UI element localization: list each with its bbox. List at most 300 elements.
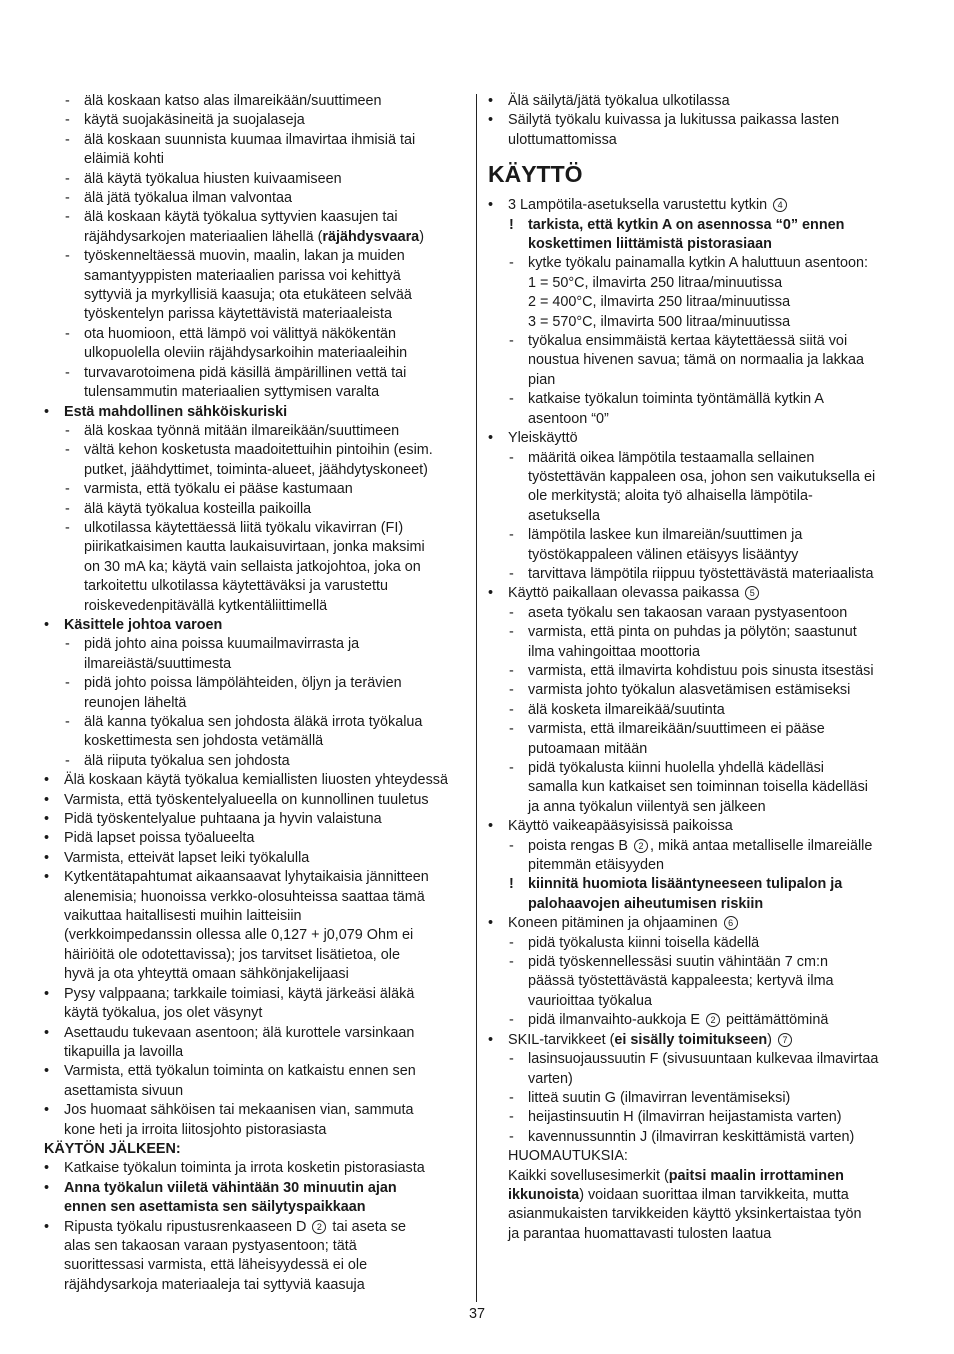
sub-item — [44, 92, 464, 111]
text-run: reunojen läheltä — [84, 694, 187, 711]
text-run: hyvä ja ota yhteyttä omaan sähkönjakelijaasi — [64, 966, 349, 983]
sub-item — [44, 441, 464, 460]
dash-marker: - — [509, 624, 514, 641]
bullet-marker: • — [488, 585, 494, 602]
text-run: syttyviä ja myrkyllisiä kaasuja; ota etukäteen selvää — [84, 287, 412, 304]
text-line — [44, 1237, 464, 1256]
dash-marker: - — [65, 170, 70, 187]
dash-marker: - — [509, 1109, 514, 1126]
bullet-marker: • — [44, 1063, 50, 1080]
text-line — [488, 507, 913, 526]
bullet-marker: • — [44, 1024, 50, 1041]
text-run: turvavarotoimena pidä käsillä ämpärillinen vettä tai — [84, 364, 407, 381]
page-number: 37 — [468, 1306, 485, 1322]
text-line — [488, 235, 913, 254]
text-run: on 30 mA ka; käytä vain sellaista jatkojohtoa, joka on — [84, 558, 421, 575]
sub-item — [44, 247, 464, 266]
bullet-marker: • — [488, 818, 494, 835]
text-line — [44, 597, 464, 616]
bullet-marker: • — [44, 403, 50, 420]
text-run: pidä työskennellessäsi suutin vähintään 7 cm:n — [528, 954, 828, 971]
text-run: pidä ilmanvaihto-aukkoja E — [528, 1012, 704, 1029]
usage-list — [488, 196, 913, 1244]
sub-item — [488, 1128, 913, 1147]
text-run: 3 = 570°C, ilmavirta 500 litraa/minuutissa — [528, 313, 791, 330]
text-line — [488, 778, 913, 797]
text-run: Kaikki sovellusesimerkit ( — [508, 1167, 669, 1184]
text-line — [488, 293, 913, 312]
text-line — [488, 1167, 913, 1186]
bullet-item — [44, 1024, 464, 1043]
sub-item — [44, 208, 464, 227]
text-line — [44, 538, 464, 557]
text-line — [44, 946, 464, 965]
text-run: työkalua ensimmäistä kertaa käytettäessä siitä voi — [528, 333, 848, 350]
text-run: Katkaise työkalun toiminta ja irrota kosketin pistorasiasta — [64, 1160, 425, 1177]
text-run: Varmista, että työskentelyalueella on kunnollinen tuuletus — [64, 791, 429, 808]
sub-item — [488, 332, 913, 351]
dash-marker: - — [509, 934, 514, 951]
text-run: ulkopuolella oleviin räjähdysarkoihin materiaaleihin — [84, 345, 408, 362]
text-line — [488, 798, 913, 817]
bullet-item — [44, 810, 464, 829]
text-run: asentoon “0” — [528, 410, 609, 427]
text-line — [488, 643, 913, 662]
dash-marker: - — [509, 1089, 514, 1106]
sub-item — [44, 752, 464, 771]
dash-marker: - — [509, 604, 514, 621]
sub-item — [44, 131, 464, 150]
text-run: älä koskaan suunnista kuumaa ilmavirtaa ihmisiä tai — [84, 131, 416, 148]
bullet-marker: • — [488, 1031, 494, 1048]
text-line — [44, 1140, 464, 1159]
sub-item — [488, 701, 913, 720]
text-run: Älä koskaan käytä työkalua kemiallisten liuosten yhteydessä — [64, 772, 448, 789]
bullet-marker: • — [44, 811, 50, 828]
text-run: ) voidaan suorittaa ilman tarvikkeita, mutta — [579, 1186, 849, 1203]
sub-item — [488, 604, 913, 623]
text-line — [44, 286, 464, 305]
text-run: Älä säilytä/jätä työkalua ulkotilassa — [508, 93, 730, 109]
bullet-marker: • — [44, 985, 50, 1002]
text-run: heijastinsuutin H (ilmavirran heijastamista varten) — [528, 1109, 842, 1126]
text-run: putket, jäähdyttimet, toiminta-alueet, jäähdytyskoneet) — [84, 461, 428, 478]
text-run: pidä työkalusta kiinni huolella yhdellä kädelläsi — [528, 760, 824, 776]
bullet-item — [44, 1062, 464, 1081]
dash-marker: - — [65, 675, 70, 692]
text-run: Anna työkalun viiletä vähintään 30 minuutin ajan — [64, 1179, 397, 1196]
text-run: pidä johto aina poissa kuumailmavirrasta ja — [84, 636, 360, 653]
text-run: työstettävän kappaleen osa, johon sen vaikutuksella ei — [528, 468, 876, 485]
warning-item — [488, 216, 913, 235]
bullet-marker: • — [44, 772, 50, 789]
text-run: SKIL-tarvikkeet ( — [508, 1031, 615, 1048]
text-line — [44, 732, 464, 751]
text-run: varmista, että pinta on puhdas ja pölytön; saastunut — [528, 624, 857, 641]
text-run: alas sen takaosan varaan pystyasentoon; tätä — [64, 1237, 357, 1254]
text-run: Jos huomaat sähköisen tai mekaanisen vian, sammuta — [64, 1102, 414, 1119]
text-run: Käyttö paikallaan olevassa paikassa — [508, 585, 744, 602]
text-run: varmista, että ilmareikään/suuttimeen ei pääse — [528, 721, 825, 738]
text-run: Pidä työskentelyalue puhtaana ja hyvin valaistuna — [64, 811, 382, 828]
text-line — [488, 1070, 913, 1089]
text-run: Ripusta työkalu ripustusrenkaaseen D — [64, 1218, 311, 1235]
text-line — [488, 487, 913, 506]
text-line — [44, 1198, 464, 1217]
text-run: ota huomioon, että lämpö voi välittyä näkökentän — [84, 325, 396, 342]
text-line — [488, 351, 913, 370]
text-line — [44, 1121, 464, 1140]
text-run: ikkunoista — [508, 1186, 580, 1203]
text-run: kone heti ja irroita liitosjohto pistorasiasta — [64, 1121, 327, 1138]
text-line — [488, 1225, 913, 1244]
sub-item — [488, 526, 913, 545]
text-run: suorittessasi varmista, että läheisyydessä ei ole — [64, 1257, 368, 1274]
dash-marker: - — [509, 255, 514, 272]
dash-marker: - — [65, 93, 70, 109]
text-run: palohaavojen aiheutumisen riskiin — [528, 895, 764, 912]
text-run: älä koskaa työnnä mitään ilmareikään/suuttimeen — [84, 422, 400, 439]
bullet-item — [488, 914, 913, 933]
text-run: työstökappaleen välinen etäisyys lisääntyy — [528, 546, 799, 563]
bullet-item — [44, 985, 464, 1004]
text-run: , mikä antaa metalliselle ilmareiälle — [650, 837, 873, 854]
sub-item — [44, 500, 464, 519]
text-line — [44, 965, 464, 984]
excl-marker: ! — [509, 876, 514, 893]
text-run: ilma vahingoittaa moottoria — [528, 643, 700, 660]
text-run: (verkkoimpedanssin ollessa alle 0,127 + j0,079 Ohm ei — [64, 927, 414, 944]
text-run: asianmukaisten tarvikkeiden käyttö yksinkertaistaa työn — [508, 1206, 862, 1223]
dash-marker: - — [65, 752, 70, 769]
text-run: ) — [767, 1031, 776, 1048]
text-run: älä kosketa ilmareikää/suutinta — [528, 701, 725, 718]
figure-ref-icon: 5 — [745, 586, 759, 600]
dash-marker: - — [509, 527, 514, 544]
bullet-marker: • — [488, 430, 494, 447]
figure-ref-icon: 2 — [706, 1013, 720, 1027]
bullet-item — [44, 791, 464, 810]
sub-item — [488, 390, 913, 409]
text-run: noustua hivenen savua; tämä on normaalia ja lakkaa — [528, 352, 864, 369]
sub-item — [44, 325, 464, 344]
sub-item — [488, 565, 913, 584]
text-run: Käyttö vaikeapääsyisissä paikoissa — [508, 818, 733, 835]
text-run: 2 = 400°C, ilmavirta 250 litraa/minuutissa — [528, 294, 791, 311]
text-run: Varmista, että työkalun toiminta on katkaistu ennen sen — [64, 1063, 416, 1080]
bullet-item — [44, 829, 464, 848]
dash-marker: - — [65, 422, 70, 439]
sub-item — [488, 1011, 913, 1030]
text-run: pian — [528, 371, 556, 388]
text-run: varmista johto työkalun alasvetämisen estämiseksi — [528, 682, 851, 699]
text-line — [44, 1256, 464, 1275]
text-run: 3 Lampötila-asetuksella varustettu kytkin — [508, 197, 772, 214]
text-run: pitemmän etäisyyden — [528, 857, 664, 874]
sub-item — [488, 662, 913, 681]
text-line — [488, 371, 913, 390]
text-run: 1 = 50°C, ilmavirta 250 litraa/minuutissa — [528, 274, 783, 291]
dash-marker: - — [509, 1012, 514, 1029]
sub-item — [44, 519, 464, 538]
text-run: työskentelyn parissa käytettävistä materiaaleista — [84, 306, 392, 323]
bullet-item — [488, 584, 913, 603]
text-run: koskettimesta sen johdosta vetämällä — [84, 733, 324, 750]
text-line — [44, 888, 464, 907]
sub-item — [44, 170, 464, 189]
text-line — [44, 577, 464, 596]
text-line — [488, 468, 913, 487]
text-run: pidä työkalusta kiinni toisella kädellä — [528, 934, 760, 951]
bullet-marker: • — [44, 791, 50, 808]
sub-item — [44, 111, 464, 130]
figure-ref-icon: 6 — [724, 916, 738, 930]
text-run: ja parantaa huomattavasti tulosten laatua — [508, 1225, 772, 1242]
bullet-item — [488, 429, 913, 448]
sub-item — [44, 189, 464, 208]
text-run: kavennussunntin J (ilmavirran keskittämistä varten) — [528, 1128, 855, 1145]
text-line — [488, 313, 913, 332]
text-line — [44, 1082, 464, 1101]
dash-marker: - — [509, 662, 514, 679]
text-run: varmista, että työkalu ei pääse kastumaan — [84, 481, 353, 498]
text-line — [44, 1276, 464, 1295]
figure-ref-icon: 2 — [634, 839, 648, 853]
dash-marker: - — [509, 954, 514, 971]
text-line — [488, 131, 913, 150]
figure-ref-icon: 4 — [773, 198, 787, 212]
text-line — [488, 972, 913, 991]
dash-marker: - — [65, 131, 70, 148]
text-run: koskettimen liittämistä pistorasiaan — [528, 236, 772, 253]
text-line — [488, 1186, 913, 1205]
text-run: lämpötila laskee kun ilmareiän/suuttimen ja — [528, 527, 803, 544]
bullet-marker: • — [44, 1102, 50, 1119]
bullet-item — [488, 92, 913, 111]
bullet-item — [488, 111, 913, 130]
text-run: eläimiä kohti — [84, 151, 164, 168]
text-run: ulkotilassa käytettäessä liitä työkalu vikavirran (FI) — [84, 519, 404, 536]
dash-marker: - — [65, 325, 70, 342]
dash-marker: - — [509, 721, 514, 738]
dash-marker: - — [509, 333, 514, 350]
bullet-marker: • — [488, 197, 494, 214]
text-run: älä käytä työkalua hiusten kuivaamiseen — [84, 170, 342, 187]
sub-item — [44, 480, 464, 499]
bullet-marker: • — [44, 1179, 50, 1196]
text-run: kytke työkalu painamalla kytkin A haluttuun asentoon: — [528, 255, 868, 272]
text-run: vältä kehon kosketusta maadoitettuihin pintoihin (esim. — [84, 442, 433, 459]
text-run: älä riiputa työkalua sen johdosta — [84, 752, 290, 769]
text-run: litteä suutin G (ilmavirran leventämiseksi) — [528, 1089, 791, 1106]
text-line — [44, 1043, 464, 1062]
text-line — [44, 267, 464, 286]
text-line — [488, 992, 913, 1011]
excl-marker: ! — [509, 216, 514, 233]
text-run: ulottumattomissa — [508, 131, 617, 148]
bullet-marker: • — [488, 915, 494, 932]
text-run: paitsi maalin irrottaminen — [668, 1167, 844, 1184]
text-line — [488, 856, 913, 875]
text-run: ei sisälly toimitukseen — [614, 1031, 768, 1048]
text-run: Käsittele johtoa varoen — [64, 616, 223, 633]
bullet-item — [44, 1101, 464, 1120]
dash-marker: - — [65, 481, 70, 498]
text-run: räjähdysarkoja materiaaleja tai syttyviä kaasuja — [64, 1276, 365, 1293]
text-line — [488, 1147, 913, 1166]
dash-marker: - — [65, 209, 70, 226]
bullet-item — [44, 1218, 464, 1237]
text-run: asetuksella — [528, 507, 600, 524]
section-heading: KÄYTTÖ — [488, 161, 583, 188]
sub-item — [488, 1089, 913, 1108]
text-run: Estä mahdollinen sähköiskuriski — [64, 403, 288, 420]
text-run: KÄYTÖN JÄLKEEN: — [44, 1140, 181, 1157]
text-run: häiriöitä ole odotettavissa); jos tarvitset lisätietoa, ole — [64, 946, 400, 963]
dash-marker: - — [65, 519, 70, 536]
text-run: älä käytä työkalua kosteilla paikoilla — [84, 500, 312, 517]
dash-marker: - — [65, 500, 70, 517]
text-run: tikapuilla ja lavoilla — [64, 1043, 184, 1060]
right-column — [488, 92, 913, 1244]
text-run: poista rengas B — [528, 837, 632, 854]
text-run: tulensammutin materiaalien syttymisen varalta — [84, 384, 380, 401]
bullet-item — [44, 616, 464, 635]
text-run: Varmista, etteivät lapset leiki työkalulla — [64, 849, 310, 866]
text-line — [488, 895, 913, 914]
sub-item — [44, 422, 464, 441]
text-line — [44, 150, 464, 169]
dash-marker: - — [509, 1128, 514, 1145]
text-run: tarkista, että kytkin A on asennossa “0” ennen — [528, 216, 845, 233]
bullet-item — [488, 1031, 913, 1050]
text-run: älä koskaan katso alas ilmareikään/suuttimeen — [84, 93, 382, 109]
sub-item — [488, 1108, 913, 1127]
bullet-item — [44, 868, 464, 887]
dash-marker: - — [509, 701, 514, 718]
text-run: määritä oikea lämpötila testaamalla sellainen — [528, 449, 815, 466]
left-column — [44, 92, 464, 1295]
text-run: Pysy valppaana; tarkkaile toimiasi, käytä järkeäsi äläkä — [64, 985, 415, 1002]
dash-marker: - — [509, 837, 514, 854]
figure-ref-icon: 7 — [778, 1033, 792, 1047]
text-run: HUOMAUTUKSIA: — [508, 1148, 628, 1165]
text-run: Pidä lapset poissa työalueelta — [64, 830, 255, 847]
text-line — [488, 740, 913, 759]
text-run: vaikuttaa haitallisesti muihin laitteisiin — [64, 908, 302, 925]
dash-marker: - — [509, 682, 514, 699]
text-run: Asettaudu tukevaan asentoon; älä kurottele varsinkaan — [64, 1024, 415, 1041]
bullet-marker: • — [44, 1218, 50, 1235]
text-run: älä koskaan käytä työkalua syttyvien kaasujen tai — [84, 209, 398, 226]
bullet-marker: • — [44, 616, 50, 633]
dash-marker: - — [65, 636, 70, 653]
text-line — [44, 926, 464, 945]
bullet-marker: • — [44, 1160, 50, 1177]
text-run: ole merkitystä; aloita työ alhaisella lämpötila- — [528, 488, 813, 505]
text-line — [44, 228, 464, 247]
text-run: tarkoitettu ulkotilassa käytettäväksi ja varustettu — [84, 578, 388, 595]
text-line — [44, 344, 464, 363]
bullet-item — [488, 196, 913, 215]
bullet-item — [44, 849, 464, 868]
text-run: varmista, että ilmavirta kohdistuu pois sinusta itsestäsi — [528, 662, 874, 679]
bullet-marker: • — [488, 112, 494, 129]
text-run: katkaise työkalun toiminta työntämällä kytkin A — [528, 391, 824, 408]
text-run: päässä työstettävästä kappaleesta; kertyvä ilma — [528, 973, 834, 990]
dash-marker: - — [65, 714, 70, 730]
bullet-item — [44, 771, 464, 790]
text-line — [488, 1205, 913, 1224]
text-run: peittämättöminä — [721, 1012, 829, 1029]
text-line — [44, 461, 464, 480]
dash-marker: - — [65, 364, 70, 381]
text-run: ja anna työkalun viilentyä sen jälkeen — [528, 798, 766, 815]
text-run: Kytkentätapahtumat aikaansaavat lyhytaikaisia jännitteen — [64, 869, 429, 886]
text-line — [488, 274, 913, 293]
sub-item — [488, 837, 913, 856]
text-run: tai aseta se — [328, 1218, 406, 1235]
dash-marker: - — [509, 1051, 514, 1068]
text-run: samantyyppisten materiaalien parissa voi kehittyä — [84, 267, 401, 284]
dash-marker: - — [65, 248, 70, 265]
text-run: aseta työkalu sen takaosan varaan pystyasentoon — [528, 604, 848, 621]
sub-item — [488, 759, 913, 778]
sub-item — [488, 720, 913, 739]
text-run: roiskevedenpitävällä kytkentäliittimellä — [84, 597, 328, 614]
sub-item — [488, 623, 913, 642]
text-line — [488, 546, 913, 565]
text-run: putoamaan mitään — [528, 740, 648, 757]
sub-item — [44, 713, 464, 732]
sub-item — [488, 1050, 913, 1069]
text-run: työskenneltäessä muovin, maalin, lakan ja muiden — [84, 248, 405, 265]
text-run: samalla kun katkaiset sen toiminnan toisella kädelläsi — [528, 779, 868, 796]
text-run: käytä suojakäsineitä ja suojalaseja — [84, 112, 305, 129]
text-line — [44, 694, 464, 713]
bullet-marker: • — [488, 93, 494, 109]
text-run: tarvittava lämpötila riippuu työstettävästä materiaalista — [528, 565, 874, 582]
dash-marker: - — [65, 190, 70, 207]
dash-marker: - — [65, 112, 70, 129]
dash-marker: - — [509, 760, 514, 776]
sub-item — [488, 449, 913, 468]
text-run: älä kanna työkalua sen johdosta äläkä irrota työkalua — [84, 714, 423, 730]
text-line — [488, 410, 913, 429]
text-run: käytä työkalua, jos olet väsynyt — [64, 1005, 263, 1022]
sub-item — [488, 254, 913, 273]
text-line — [44, 383, 464, 402]
text-line — [44, 558, 464, 577]
text-run: ennen sen asettamista sen säilytyspaikkaan — [64, 1199, 366, 1216]
text-run: lasinsuojaussuutin F (sivusuuntaan kulkevaa ilmavirtaa — [528, 1051, 879, 1068]
bullet-item — [44, 403, 464, 422]
sub-item — [488, 953, 913, 972]
dash-marker: - — [65, 442, 70, 459]
warning-item — [488, 875, 913, 894]
bullet-marker: • — [44, 849, 50, 866]
text-line — [44, 1004, 464, 1023]
bullet-item — [44, 1159, 464, 1178]
sub-item — [44, 364, 464, 383]
sub-item — [488, 681, 913, 700]
text-run: ) — [419, 228, 424, 245]
text-line — [44, 305, 464, 324]
bullet-item — [488, 817, 913, 836]
text-run: piirikatkaisimen kautta laukaisuvirtaan, jonka maksimi — [84, 539, 425, 556]
column-divider — [476, 94, 477, 1302]
text-run: räjähdysarkojen materiaalien lähellä ( — [84, 228, 323, 245]
